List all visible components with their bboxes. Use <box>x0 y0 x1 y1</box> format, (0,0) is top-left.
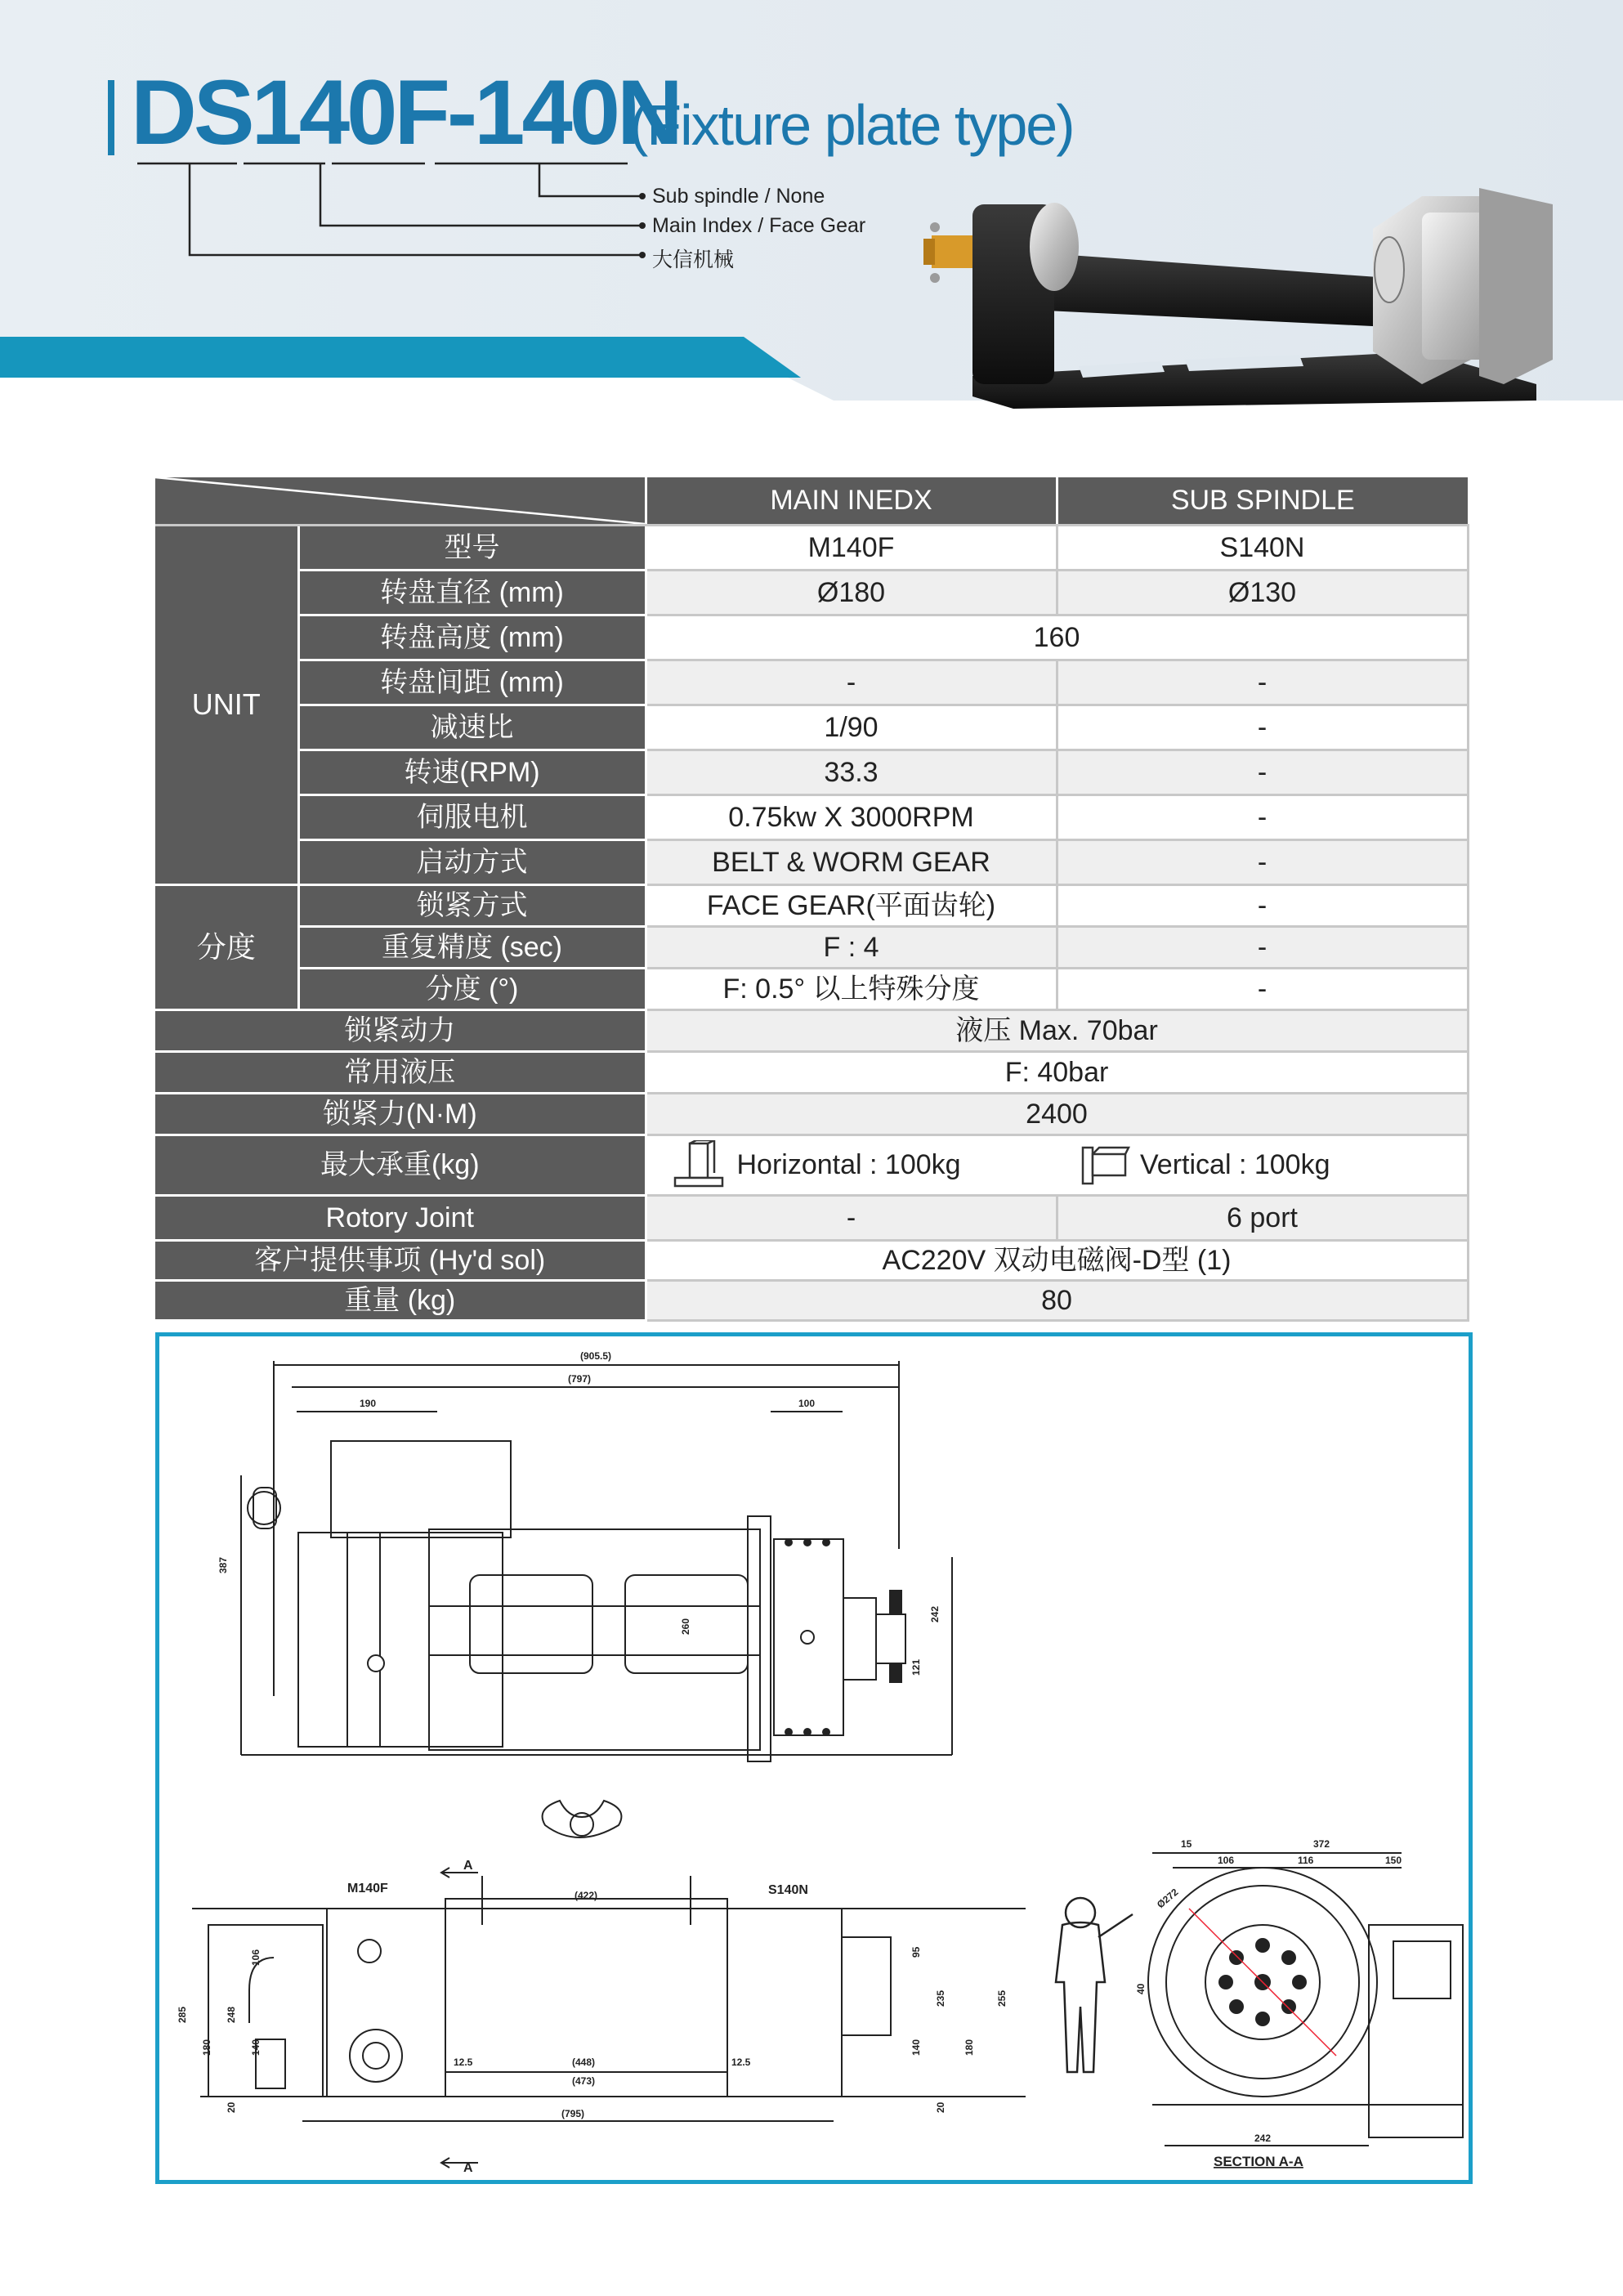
dim-label: (473) <box>572 2075 596 2087</box>
row-label: 锁紧方式 <box>298 884 646 926</box>
cell-main: F: 0.5° 以上特殊分度 <box>646 968 1057 1009</box>
cell-merged: 80 <box>646 1280 1468 1320</box>
row-label: 锁紧力(N·M) <box>155 1093 646 1135</box>
dim-label: 121 <box>910 1658 922 1676</box>
row-label: Rotory Joint <box>155 1195 646 1240</box>
cell-main: Ø180 <box>646 570 1057 615</box>
header-sub-spindle: SUB SPINDLE <box>1057 477 1468 525</box>
cell-merged: 160 <box>646 615 1468 660</box>
cell-sub: 6 port <box>1057 1195 1468 1240</box>
cell-sub: - <box>1057 794 1468 839</box>
product-image <box>915 188 1553 417</box>
cell-sub: Ø130 <box>1057 570 1468 615</box>
row-label: 转盘间距 (mm) <box>298 660 646 705</box>
legend-brand: 大信机械 <box>652 248 735 271</box>
dim-label: 116 <box>1298 1855 1314 1866</box>
dim-label: Ø272 <box>1154 1886 1181 1911</box>
cell-horizontal-load <box>646 1135 1057 1195</box>
row-label: 伺服电机 <box>298 794 646 839</box>
dim-label: 106 <box>250 1949 262 1966</box>
dim-label: (905.5) <box>580 1350 612 1362</box>
section-view-symbol <box>543 1801 622 1837</box>
technical-drawing-frame <box>155 1332 1473 2184</box>
dim-label: 285 <box>177 2006 188 2023</box>
spec-table <box>155 477 1469 1322</box>
row-label: 转速(RPM) <box>298 750 646 794</box>
row-label: 转盘高度 (mm) <box>298 615 646 660</box>
dim-label: 242 <box>1254 2133 1272 2144</box>
dim-label: 180 <box>201 2039 212 2056</box>
cell-vertical-load <box>1057 1135 1468 1195</box>
row-label: 分度 (°) <box>298 968 646 1009</box>
cell-sub: - <box>1057 750 1468 794</box>
dim-label: 248 <box>226 2006 237 2023</box>
dim-label: 140 <box>250 2039 262 2056</box>
model-title: DS140F-140N <box>131 61 680 163</box>
horizontal-load-text: Horizontal : 100kg <box>736 1149 961 1180</box>
row-label: 启动方式 <box>298 839 646 884</box>
dim-label: 95 <box>910 1946 922 1958</box>
header-main-index: MAIN INEDX <box>646 477 1057 525</box>
dim-label: 235 <box>935 1989 946 2007</box>
cell-sub: - <box>1057 926 1468 968</box>
row-label: 减速比 <box>298 705 646 750</box>
cell-sub: S140N <box>1057 525 1468 570</box>
cell-main: F : 4 <box>646 926 1057 968</box>
technical-drawing <box>159 1336 1469 2180</box>
row-label: 转盘直径 (mm) <box>298 570 646 615</box>
dim-label: 12.5 <box>731 2057 751 2068</box>
legend-main-index: Main Index / Face Gear <box>652 214 866 237</box>
dim-label: (797) <box>568 1373 592 1385</box>
table-corner-cell <box>155 477 646 525</box>
vertical-load-text: Vertical : 100kg <box>1140 1149 1330 1180</box>
dim-label: 106 <box>1218 1855 1235 1866</box>
cell-main: - <box>646 1195 1057 1240</box>
top-view-outline <box>241 1361 952 1761</box>
dim-label: 100 <box>798 1398 816 1409</box>
cell-main: FACE GEAR(平面齿轮) <box>646 884 1057 926</box>
dim-label: 387 <box>217 1556 229 1573</box>
dim-label: (795) <box>561 2108 585 2119</box>
dim-label: 40 <box>1135 1983 1147 1994</box>
dim-label: 20 <box>226 2101 237 2113</box>
section-title: SECTION A-A <box>1214 2154 1303 2169</box>
row-label: 常用液压 <box>155 1051 646 1093</box>
dim-label: 150 <box>1385 1855 1402 1866</box>
row-label: 重量 (kg) <box>155 1280 646 1320</box>
dim-label: (422) <box>575 1890 598 1901</box>
dim-label: 12.5 <box>454 2057 473 2068</box>
side-view-outline <box>192 1876 1026 2121</box>
cell-merged: 液压 Max. 70bar <box>646 1009 1468 1051</box>
dim-label: 372 <box>1313 1838 1330 1850</box>
cell-main: BELT & WORM GEAR <box>646 839 1057 884</box>
section-marker-top: A <box>463 1859 473 1873</box>
vertical-mount-icon <box>1080 1139 1130 1190</box>
cell-sub: - <box>1057 660 1468 705</box>
dim-label: (448) <box>572 2057 596 2068</box>
cell-main: M140F <box>646 525 1057 570</box>
side-label-sub: S140N <box>768 1883 808 1897</box>
cell-merged: AC220V 双动电磁阀-D型 (1) <box>646 1240 1468 1280</box>
legend-sub-spindle: Sub spindle / None <box>652 185 825 208</box>
cell-main: 33.3 <box>646 750 1057 794</box>
dim-label: 260 <box>680 1618 691 1635</box>
cell-merged: F: 40bar <box>646 1051 1468 1093</box>
horizontal-mount-icon <box>672 1140 726 1189</box>
section-view-outline <box>1148 1853 1463 2146</box>
operator-figure <box>1056 1898 1133 2072</box>
cell-main: 1/90 <box>646 705 1057 750</box>
dim-label: 190 <box>360 1398 377 1409</box>
cell-sub: - <box>1057 705 1468 750</box>
cell-sub: - <box>1057 839 1468 884</box>
row-label: 型号 <box>298 525 646 570</box>
side-label-main: M140F <box>347 1882 388 1895</box>
row-label: 锁紧动力 <box>155 1009 646 1051</box>
model-subtitle: (Fixture plate type) <box>629 93 1074 157</box>
cell-sub: - <box>1057 968 1468 1009</box>
cell-main: - <box>646 660 1057 705</box>
dim-label: 242 <box>929 1605 941 1622</box>
dim-label: 15 <box>1181 1838 1192 1850</box>
cell-sub: - <box>1057 884 1468 926</box>
dim-label: 140 <box>910 2039 922 2056</box>
dim-label: 255 <box>996 1989 1008 2007</box>
row-label: 重复精度 (sec) <box>298 926 646 968</box>
row-label: 最大承重(kg) <box>155 1135 646 1195</box>
row-label: 客户提供事项 (Hy'd sol) <box>155 1240 646 1280</box>
section-marker-bottom: A <box>463 2161 473 2175</box>
dim-label: 180 <box>964 2039 975 2056</box>
group-label-unit: UNIT <box>155 525 298 884</box>
cell-merged: 2400 <box>646 1093 1468 1135</box>
cell-main: 0.75kw X 3000RPM <box>646 794 1057 839</box>
group-label-index: 分度 <box>155 884 298 1009</box>
dim-label: 20 <box>935 2101 946 2113</box>
